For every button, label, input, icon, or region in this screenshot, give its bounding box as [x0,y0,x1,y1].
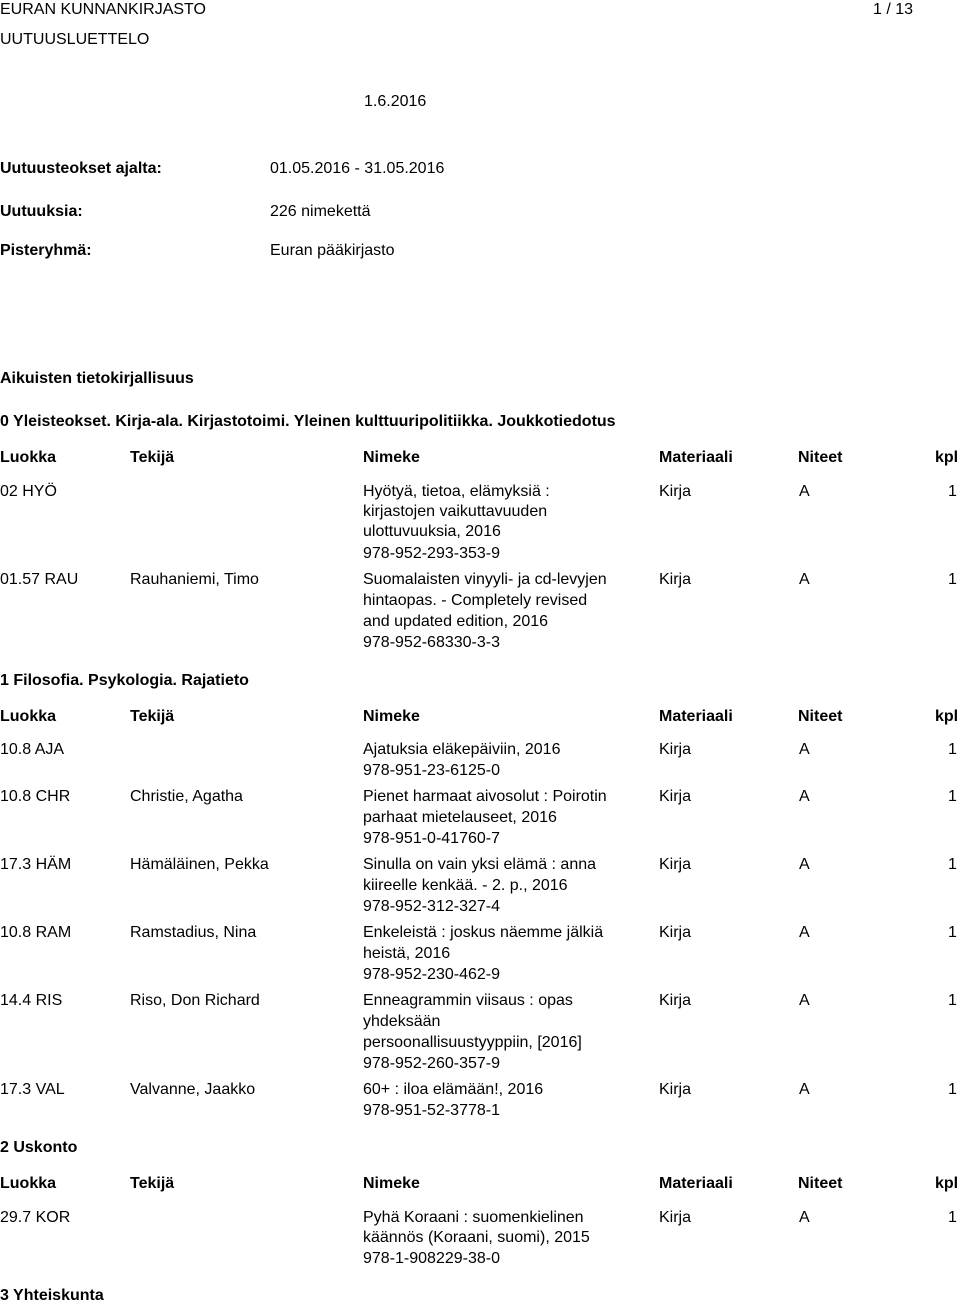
table-row [0,787,960,850]
category-title: Aikuisten tietokirjallisuus [0,370,194,387]
cell-nimeke-line: and updated edition, 2016 [363,613,549,630]
cell-niteet: A [799,1209,810,1226]
column-header-tekija: Tekijä [130,1175,175,1192]
cell-nimeke-line: Enneagrammin viisaus : opas [363,992,573,1009]
cell-isbn: 978-952-230-462-9 [363,966,500,983]
period-label: Uutuusteokset ajalta: [0,160,162,177]
cell-kpl: 1 [948,1081,957,1098]
cell-nimeke-line: persoonallisuustyyppiin, [2016] [363,1034,582,1051]
table-row [0,570,960,654]
section-title: 3 Yhteiskunta [0,1287,104,1304]
column-header-luokka: Luokka [0,1175,57,1192]
section-title: 0 Yleisteokset. Kirja-ala. Kirjastotoimi. Yleinen kulttuuripolitiikka. Joukkotiedotus [0,413,616,430]
table-row [0,923,960,986]
column-header-tekija: Tekijä [130,708,175,725]
cell-luokka: 17.3 VAL [0,1081,65,1098]
cell-nimeke-line: Pyhä Koraani : suomenkielinen [363,1209,584,1226]
cell-nimeke-line: käännös (Koraani, suomi), 2015 [363,1229,590,1246]
column-header-kpl: kpl [935,449,959,466]
cell-materiaali: Kirja [659,741,692,758]
column-header-materiaali: Materiaali [659,449,733,466]
column-header-nimeke: Nimeke [363,1175,420,1192]
cell-niteet: A [799,1081,810,1098]
cell-kpl: 1 [948,1209,957,1226]
group-label: Pisteryhmä: [0,242,92,259]
column-header-nimeke: Nimeke [363,708,420,725]
cell-tekija: Valvanne, Jaakko [130,1081,256,1098]
column-header-kpl: kpl [935,1175,959,1192]
group-value: Euran pääkirjasto [270,242,395,259]
library-name: EURAN KUNNANKIRJASTO [0,1,206,18]
cell-tekija: Hämäläinen, Pekka [130,856,269,873]
cell-luokka: 01.57 RAU [0,571,79,588]
column-header-kpl: kpl [935,708,959,725]
cell-luokka: 29.7 KOR [0,1209,71,1226]
cell-nimeke-line: Suomalaisten vinyyli- ja cd-levyjen [363,571,607,588]
report-date: 1.6.2016 [364,93,427,110]
column-header-niteet: Niteet [798,449,843,466]
column-header-luokka: Luokka [0,708,57,725]
cell-kpl: 1 [948,992,957,1009]
section-title: 2 Uskonto [0,1139,78,1156]
cell-isbn: 978-952-260-357-9 [363,1055,500,1072]
count-value: 226 nimekettä [270,203,371,220]
cell-luokka: 10.8 CHR [0,788,71,805]
cell-nimeke-line: Sinulla on vain yksi elämä : anna [363,856,597,873]
section-title: 1 Filosofia. Psykologia. Rajatieto [0,672,249,689]
column-header-luokka: Luokka [0,449,57,466]
cell-niteet: A [799,924,810,941]
cell-materiaali: Kirja [659,856,692,873]
table-row [0,991,960,1075]
cell-isbn: 978-951-23-6125-0 [363,762,500,779]
cell-nimeke-line: Pienet harmaat aivosolut : Poirotin [363,788,607,805]
period-value: 01.05.2016 - 31.05.2016 [270,160,445,177]
count-label: Uutuuksia: [0,203,83,220]
cell-nimeke-line: kiireelle kenkää. - 2. p., 2016 [363,877,568,894]
cell-niteet: A [799,741,810,758]
cell-materiaali: Kirja [659,1081,692,1098]
cell-luokka: 02 HYÖ [0,483,57,500]
cell-niteet: A [799,483,810,500]
cell-niteet: A [799,992,810,1009]
cell-niteet: A [799,856,810,873]
cell-tekija: Ramstadius, Nina [130,924,257,941]
cell-niteet: A [799,571,810,588]
list-title: UUTUUSLUETTELO [0,31,150,48]
cell-tekija: Christie, Agatha [130,788,243,805]
cell-kpl: 1 [948,924,957,941]
cell-nimeke-line: ulottuvuuksia, 2016 [363,523,501,540]
cell-isbn: 978-952-68330-3-3 [363,634,500,651]
cell-nimeke-line: kirjastojen vaikuttavuuden [363,503,548,520]
table-header [0,707,960,727]
table-row [0,482,960,566]
cell-materiaali: Kirja [659,992,692,1009]
table-header [0,1174,960,1194]
cell-materiaali: Kirja [659,571,692,588]
cell-kpl: 1 [948,571,957,588]
table-header [0,448,960,468]
table-row [0,1208,960,1271]
cell-kpl: 1 [948,856,957,873]
cell-kpl: 1 [948,741,957,758]
cell-isbn: 978-951-0-41760-7 [363,830,500,847]
cell-materiaali: Kirja [659,1209,692,1226]
cell-luokka: 10.8 AJA [0,741,65,758]
cell-materiaali: Kirja [659,788,692,805]
cell-nimeke-line: parhaat mietelauseet, 2016 [363,809,557,826]
cell-niteet: A [799,788,810,805]
table-row [0,740,960,782]
cell-luokka: 17.3 HÄM [0,856,72,873]
cell-nimeke-line: yhdeksään [363,1013,441,1030]
cell-nimeke-line: Hyötyä, tietoa, elämyksiä : [363,483,550,500]
cell-nimeke-line: Enkeleistä : joskus näemme jälkiä [363,924,604,941]
cell-kpl: 1 [948,483,957,500]
cell-nimeke-line: heistä, 2016 [363,945,451,962]
cell-isbn: 978-952-293-353-9 [363,545,500,562]
cell-tekija: Rauhaniemi, Timo [130,571,259,588]
cell-nimeke-line: 60+ : iloa elämään!, 2016 [363,1081,544,1098]
table-row [0,855,960,918]
column-header-niteet: Niteet [798,1175,843,1192]
cell-isbn: 978-951-52-3778-1 [363,1102,500,1119]
cell-isbn: 978-952-312-327-4 [363,898,500,915]
page-indicator: 1 / 13 [873,1,914,18]
column-header-niteet: Niteet [798,708,843,725]
cell-tekija: Riso, Don Richard [130,992,260,1009]
cell-luokka: 10.8 RAM [0,924,72,941]
cell-isbn: 978-1-908229-38-0 [363,1250,500,1267]
cell-luokka: 14.4 RIS [0,992,63,1009]
column-header-materiaali: Materiaali [659,1175,733,1192]
cell-materiaali: Kirja [659,924,692,941]
column-header-materiaali: Materiaali [659,708,733,725]
cell-nimeke-line: Ajatuksia eläkepäiviin, 2016 [363,741,561,758]
cell-nimeke-line: hintaopas. - Completely revised [363,592,588,609]
table-row [0,1080,960,1122]
cell-kpl: 1 [948,788,957,805]
column-header-tekija: Tekijä [130,449,175,466]
cell-materiaali: Kirja [659,483,692,500]
column-header-nimeke: Nimeke [363,449,420,466]
